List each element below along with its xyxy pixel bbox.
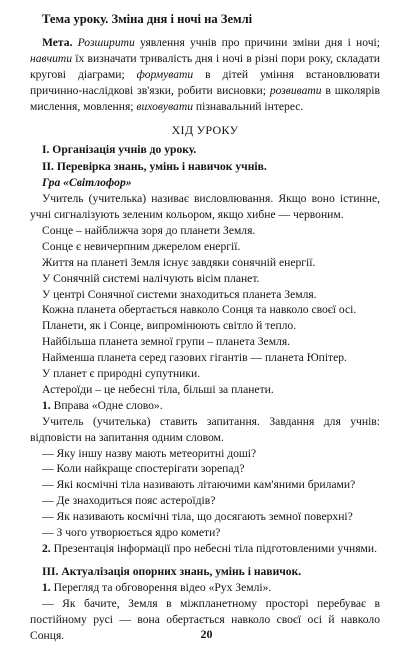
page-number: 20: [200, 627, 213, 641]
page-content: [30, 12, 380, 643]
statement-item: Сонце є невичерпним джерелом енергії.: [42, 239, 241, 253]
exercise-3-text: — Як бачите, Земля в міжпланетному просторі перебуває в постійному русі — вона обертається навколо своєї осі й навколо Сонця.: [30, 596, 380, 642]
exercise-3-number: 1.: [42, 580, 51, 594]
goal-label: Мета.: [42, 35, 73, 49]
exercise-3-heading: [42, 580, 380, 596]
question-list: [30, 446, 380, 541]
lesson-title: Тема уроку. Зміна дня і ночі на Землі: [42, 12, 253, 26]
goal-verb: навчити: [30, 51, 73, 65]
statement-item: У планет є природні супутники.: [42, 367, 201, 381]
section-2-heading: II. Перевірка знань, умінь і навичок учнів.: [42, 160, 267, 174]
statement-list: [30, 223, 380, 398]
exercise-2-paragraph: [30, 541, 380, 557]
statement-item: У центрі Сонячної системи знаходиться планета Земля.: [42, 287, 317, 301]
exercise-3-title: Перегляд та обговорення відео «Рух Землі».: [50, 580, 272, 594]
goal-verb: Розширити: [77, 35, 135, 49]
question-item: — Які космічні тіла називають літаючими кам'яними брилами?: [42, 478, 356, 492]
statement-item: Найбільша планета земної групи – планета Земля.: [42, 335, 291, 349]
statement-item: Сонце – найближча зоря до планети Земля.: [42, 223, 256, 237]
game-intro: Учитель (учителька) називає висловлювання. Якщо воно істинне, учні сигналізують зеленим кольором, якщо хибне — червоним.: [30, 192, 380, 221]
goal-text-part: пізнавальний інтерес.: [193, 99, 304, 113]
goal-text-part: уявлення учнів про причини зміни дня і ночі;: [134, 35, 380, 49]
question-item: — Як називають космічні тіла, що досягають земної поверхні?: [42, 510, 353, 524]
statement-item: Планети, як і Сонце, випромінюють світло й тепло.: [42, 319, 297, 333]
exercise-1-number: 1.: [42, 398, 51, 412]
goal-text-part: їх визначати тривалість дня і ночі в різні пори року, складати кругові діаграми;: [30, 51, 380, 81]
course-heading: ХІД УРОКУ: [171, 123, 239, 138]
game-title: Гра «Світлофор»: [42, 176, 132, 190]
goal-text-part: в школярів мислення, мовлення;: [30, 83, 380, 113]
statement-item: У Сонячній системі налічують вісім планет.: [42, 271, 260, 285]
exercise-1-heading: [42, 398, 380, 414]
statement-item: Найменша планета серед газових гігантів — планета Юпітер.: [42, 351, 347, 365]
question-item: — Де знаходиться пояс астероїдів?: [42, 494, 216, 508]
goal-text: [30, 36, 380, 113]
section-1-heading: I. Організація учнів до уроку.: [42, 143, 197, 157]
section-3-heading: III. Актуалізація опорних знань, умінь і навичок.: [42, 564, 302, 578]
exercise-1-title: Вправа «Одне слово».: [50, 398, 163, 412]
exercise-2-text: Презентація інформації про небесні тіла підготовленими учнями.: [50, 542, 377, 555]
goal-text-part: в дітей уміння встановлювати причинно-наслідкові зв'язки, робити висновки;: [30, 67, 380, 97]
statement-item: Астероїди – це небесні тіла, більші за планети.: [42, 382, 274, 396]
question-item: — Коли найкраще спостерігати зорепад?: [42, 462, 245, 476]
statement-item: Кожна планета обертається навколо Сонця та навколо своєї осі.: [42, 303, 357, 317]
question-item: — З чого утворюється ядро комети?: [42, 526, 221, 540]
statement-item: Життя на планеті Земля існує завдяки сонячній енергії.: [42, 255, 316, 269]
exercise-1-intro: Учитель (учителька) ставить запитання. Завдання для учнів: відповісти на запитання одним словом.: [30, 414, 380, 444]
question-item: — Яку іншу назву мають метеоритні доші?: [42, 446, 257, 460]
goal-verb: виховувати: [136, 99, 193, 113]
goal-verb: формувати: [136, 67, 194, 81]
lesson-goal: [30, 35, 380, 115]
goal-verb: розвивати: [269, 83, 322, 97]
exercise-2-number: 2.: [42, 542, 51, 555]
